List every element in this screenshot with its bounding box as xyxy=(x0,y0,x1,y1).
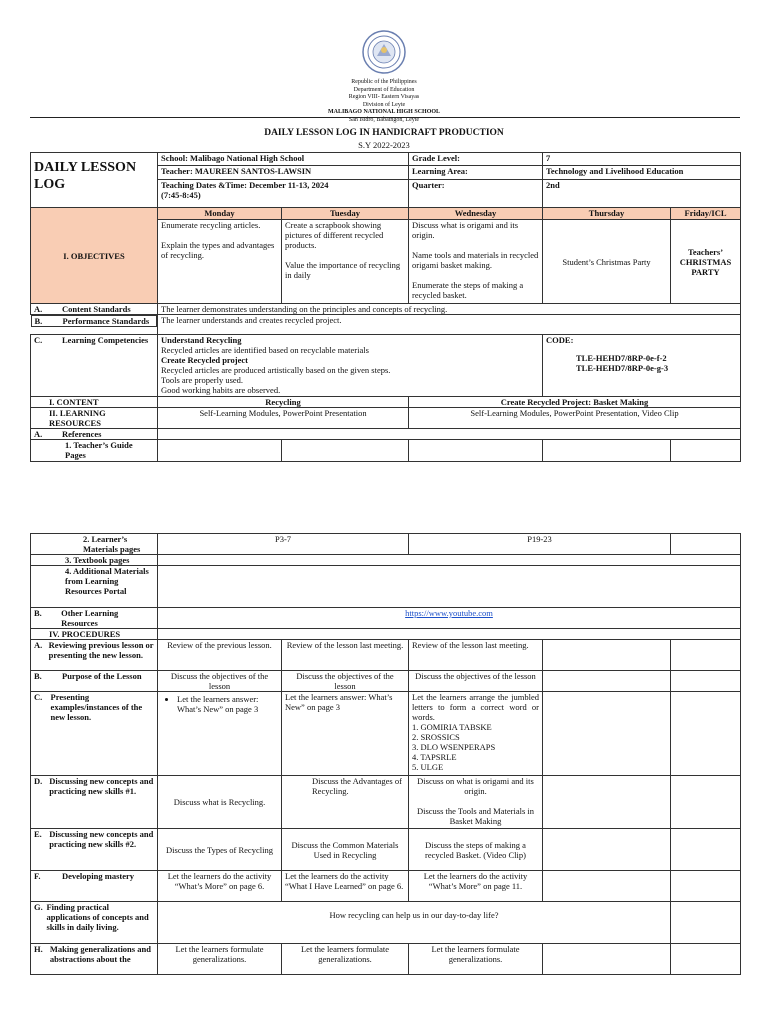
objectives-thursday: Student’s Christmas Party xyxy=(543,220,671,304)
grade-level-value: 7 xyxy=(543,153,741,166)
procedure-c-monday xyxy=(158,692,282,776)
objectives-monday xyxy=(158,220,282,304)
empty-cell xyxy=(671,776,741,829)
competency-line: Tools are properly used. xyxy=(161,375,244,385)
procedure-h-wednesday: Let the learners formulate generalizations. xyxy=(409,944,543,975)
competency-heading: Understand Recycling xyxy=(161,335,242,345)
jumbled-word: 2. SROSSICS xyxy=(412,732,460,742)
header-line: Region VIII- Eastern Visayas xyxy=(348,94,420,100)
competency-line: Recycled articles are identified based on recyclable materials xyxy=(161,345,369,355)
procedure-label-d xyxy=(31,776,158,829)
procedure-a-tuesday: Review of the lesson last meeting. xyxy=(282,640,409,671)
procedure-text: Discuss on what is origami and its origin. xyxy=(417,776,534,796)
competency-heading: Create Recycled project xyxy=(161,355,249,365)
learning-resources-label: II. LEARNING RESOURCES xyxy=(31,408,158,429)
procedure-c-wednesday xyxy=(409,692,543,776)
teacher-field: Teacher: MAUREEN SANTOS-LAWSIN xyxy=(158,166,409,180)
objective-text: Value the importance of recycling in daily xyxy=(285,260,401,280)
row-letter: G. xyxy=(34,902,43,912)
empty-cell xyxy=(409,440,543,462)
empty-cell xyxy=(671,829,741,871)
row-label: Finding practical applications of concepts and skills in daily living. xyxy=(46,902,149,932)
content-standards-text: The learner demonstrates understanding on the principles and concepts of recycling. xyxy=(158,304,741,315)
empty-cell xyxy=(543,776,671,829)
teaching-dates-text: Teaching Dates &Time: December 11-13, 2024 xyxy=(161,180,329,190)
references-label xyxy=(31,429,158,440)
objective-text: Enumerate recycling articles. xyxy=(161,220,261,230)
row-letter: A. xyxy=(34,640,43,650)
empty-cell xyxy=(543,671,671,692)
header-line: Republic of the Philippines xyxy=(351,79,417,85)
learners-materials-left: P3-7 xyxy=(158,534,409,555)
quarter-label: Quarter: xyxy=(409,180,543,208)
empty-cell xyxy=(543,871,671,902)
procedure-d-tuesday: Discuss the Advantages of Recycling. xyxy=(282,776,409,829)
row-label: Presenting examples/instances of the new lesson. xyxy=(50,692,143,722)
empty-cell xyxy=(158,566,741,608)
empty-cell xyxy=(671,902,741,944)
procedure-f-wednesday: Let the learners do the activity “What’s More” on page 11. xyxy=(409,871,543,902)
row-letter: D. xyxy=(34,776,43,786)
empty-cell xyxy=(158,440,282,462)
procedure-f-monday: Let the learners do the activity “What’s More” on page 6. xyxy=(158,871,282,902)
empty-cell xyxy=(158,629,741,640)
teaching-time-text: (7:45-8:45) xyxy=(161,190,201,200)
teachers-guide-label: 1. Teacher’s Guide Pages xyxy=(31,440,158,462)
jumbled-word: 5. ULGE xyxy=(412,762,444,772)
row-letter: F. xyxy=(34,871,41,881)
objective-text: Explain the types and advantages of recycling. xyxy=(161,240,275,260)
code-label: CODE: xyxy=(546,335,574,345)
daily-lesson-log-label: DAILY LESSON LOG xyxy=(31,153,158,208)
activity-instructions: Let the learners arrange the jumbled letters to form a correct word or words. xyxy=(412,692,539,722)
procedure-a-monday: Review of the previous lesson. xyxy=(158,640,282,671)
performance-standards-label xyxy=(31,315,158,327)
bullet-item: • Let the learners answer: What’s New” on page 3 xyxy=(177,694,278,714)
row-letter: H. xyxy=(34,944,43,954)
quarter-value: 2nd xyxy=(543,180,741,208)
empty-cell xyxy=(543,829,671,871)
competency-line: Good working habits are observed. xyxy=(161,385,281,395)
day-header-friday: Friday/ICL xyxy=(671,208,741,220)
content-label: I. CONTENT xyxy=(31,397,158,408)
school-field: School: Malibago National High School xyxy=(158,153,409,166)
additional-materials-label: 4. Additional Materials from Learning Resources Portal xyxy=(31,566,158,608)
objective-text: Enumerate the steps of making a recycled basket. xyxy=(412,280,524,300)
row-label: Developing mastery xyxy=(62,871,135,881)
day-header-thursday: Thursday xyxy=(543,208,671,220)
row-letter: C. xyxy=(34,335,43,345)
empty-cell xyxy=(671,640,741,671)
procedure-label-h xyxy=(31,944,158,975)
textbook-pages-label: 3. Textbook pages xyxy=(31,555,158,566)
jumbled-word: 3. DLO WSENPERAPS xyxy=(412,742,496,752)
teaching-dates xyxy=(158,180,409,208)
grade-level-label: Grade Level: xyxy=(409,153,543,166)
row-label: Performance Standards xyxy=(62,316,150,326)
learning-resources-left: Self-Learning Modules, PowerPoint Presentation xyxy=(158,408,409,429)
procedure-e-monday: Discuss the Types of Recycling xyxy=(158,829,282,871)
competency-codes xyxy=(543,335,741,397)
row-letter: A. xyxy=(34,429,43,439)
procedures-label: IV. PROCEDURES xyxy=(31,629,158,640)
empty-cell xyxy=(671,871,741,902)
row-letter: A. xyxy=(34,304,43,314)
performance-standards-text: The learner understands and creates recycled project. xyxy=(158,315,741,335)
content-standards-label xyxy=(31,304,158,315)
procedure-g-merged: How recycling can help us in our day-to-day life? xyxy=(158,902,671,944)
procedure-label-f xyxy=(31,871,158,902)
empty-cell xyxy=(543,440,671,462)
references-empty xyxy=(158,429,741,440)
procedure-d-wednesday xyxy=(409,776,543,829)
learning-resources-right: Self-Learning Modules, PowerPoint Presentation, Video Clip xyxy=(409,408,741,429)
jumbled-word: 1. GOMIRIA TABSKE xyxy=(412,722,492,732)
deped-seal-icon xyxy=(362,30,406,74)
empty-cell xyxy=(282,440,409,462)
jumbled-word: 4. TAPSRLE xyxy=(412,752,457,762)
procedure-label-c xyxy=(31,692,158,776)
youtube-link[interactable]: https://www.youtube.com xyxy=(405,608,493,618)
objective-text: Name tools and materials in recycled origami basket making. xyxy=(412,250,539,270)
procedure-e-wednesday: Discuss the steps of making a recycled Basket. (Video Clip) xyxy=(409,829,543,871)
procedure-label-b xyxy=(31,671,158,692)
learners-materials-label: 2. Learner’s Materials pages xyxy=(31,534,158,555)
other-resources-cell xyxy=(158,608,741,629)
empty-cell xyxy=(543,692,671,776)
school-header xyxy=(0,30,768,124)
empty-cell xyxy=(671,692,741,776)
content-recycling: Recycling xyxy=(158,397,409,408)
row-label: Reviewing previous lesson or presenting the new lesson. xyxy=(48,640,154,660)
empty-cell xyxy=(671,671,741,692)
objectives-tuesday xyxy=(282,220,409,304)
row-label: Learning Competencies xyxy=(62,335,149,345)
procedure-label-a xyxy=(31,640,158,671)
row-letter: B. xyxy=(34,316,43,326)
empty-cell xyxy=(671,534,741,555)
code-value: TLE-HEHD7/8RP-0e-f-2 xyxy=(576,353,667,363)
document-title: DAILY LESSON LOG IN HANDICRAFT PRODUCTION xyxy=(264,128,504,138)
other-resources-label xyxy=(31,608,158,629)
header-line: Division of Leyte xyxy=(362,101,406,108)
procedure-b-wednesday: Discuss the objectives of the lesson xyxy=(409,671,543,692)
lesson-log-table-page1 xyxy=(30,152,741,462)
empty-cell xyxy=(671,440,741,462)
row-letter: B. xyxy=(34,671,42,681)
lesson-log-table-page2 xyxy=(30,533,741,975)
header-divider xyxy=(30,117,740,118)
objectives-wednesday xyxy=(409,220,543,304)
procedure-d-monday: Discuss what is Recycling. xyxy=(158,776,282,829)
objectives-label: I. OBJECTIVES xyxy=(31,208,158,304)
day-header-monday: Monday xyxy=(158,208,282,220)
content-project: Create Recycled Project: Basket Making xyxy=(409,397,741,408)
row-label: Other Learning Resources xyxy=(61,608,119,628)
row-label: Discussing new concepts and practicing new skills #1. xyxy=(49,776,154,796)
code-value: TLE-HEHD7/8RP-0e-g-3 xyxy=(576,363,669,373)
day-header-wednesday: Wednesday xyxy=(409,208,543,220)
learners-materials-right: P19-23 xyxy=(409,534,671,555)
procedure-h-monday: Let the learners formulate generalizations. xyxy=(158,944,282,975)
learning-competencies-text xyxy=(158,335,543,397)
school-address: San Isidro, Babatngon, Leyte xyxy=(348,116,420,123)
row-label: Content Standards xyxy=(62,304,131,314)
day-header-tuesday: Tuesday xyxy=(282,208,409,220)
procedure-b-tuesday: Discuss the objectives of the lesson xyxy=(282,671,409,692)
objective-text: Discuss what is origami and its origin. xyxy=(412,220,519,240)
learning-competencies-label xyxy=(31,335,158,397)
procedure-e-tuesday: Discuss the Common Materials Used in Recycling xyxy=(282,829,409,871)
learning-area-label: Learning Area: xyxy=(409,166,543,180)
procedure-f-tuesday: Let the learners do the activity “What I Have Learned” on page 6. xyxy=(282,871,409,902)
competency-line: Recycled articles are produced artistically based on the given steps. xyxy=(161,365,391,375)
procedure-h-tuesday: Let the learners formulate generalizations. xyxy=(282,944,409,975)
procedure-c-tuesday: Let the learners answer: What’s New” on page 3 xyxy=(282,692,409,776)
procedure-b-monday: Discuss the objectives of the lesson xyxy=(158,671,282,692)
row-letter: C. xyxy=(34,692,43,702)
empty-cell xyxy=(671,944,741,975)
empty-cell xyxy=(543,944,671,975)
procedure-text: Discuss the Tools and Materials in Basket Making xyxy=(416,806,535,826)
empty-cell xyxy=(543,640,671,671)
row-letter: E. xyxy=(34,829,42,839)
row-label: Making generalizations and abstractions about the xyxy=(49,944,151,964)
procedure-a-wednesday: Review of the lesson last meeting. xyxy=(409,640,543,671)
objective-text: Create a scrapbook showing pictures of different recycled products. xyxy=(285,220,384,250)
row-letter: B. xyxy=(34,608,42,618)
row-label: References xyxy=(62,429,102,439)
empty-cell xyxy=(158,555,741,566)
row-label: Purpose of the Lesson xyxy=(62,671,142,681)
header-line: Department of Education xyxy=(353,86,415,93)
objectives-friday: Teachers’ CHRISTMAS PARTY xyxy=(671,220,741,304)
learning-area-value: Technology and Livelihood Education xyxy=(543,166,741,180)
procedure-label-e xyxy=(31,829,158,871)
school-year: S.Y 2022-2023 xyxy=(358,140,410,150)
row-label: Discussing new concepts and practicing new skills #2. xyxy=(49,829,154,849)
procedure-label-g xyxy=(31,902,158,944)
school-name: MALIBAGO NATIONAL HIGH SCHOOL xyxy=(327,109,441,115)
